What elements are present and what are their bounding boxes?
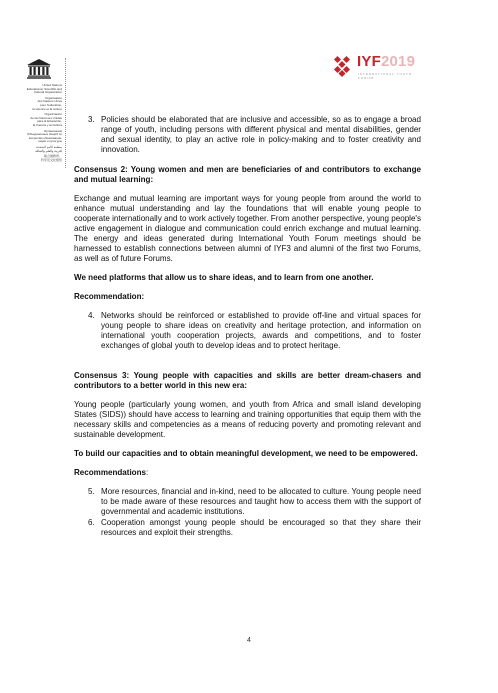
unesco-name-line: للتربية والعلم والثقافة <box>35 148 62 153</box>
item-text: Policies should be elaborated that are inclusive and accessible, so as to engage a broad range of youth, including persons with different physical and mental disabilities, gender and sexual identity, to play an active role in policy-making and to foster creativity and innovation. <box>101 115 421 154</box>
unesco-name-line: 科学及文化组织 <box>40 157 62 162</box>
unesco-name-line: منظمة الأمم المتحدة <box>36 144 62 149</box>
consensus-3-recommendations-label: Recommendations: <box>74 468 149 477</box>
document-body <box>74 115 421 538</box>
sidebar-divider <box>65 58 66 168</box>
consensus-2-body: Exchange and mutual learning are important ways for young people from around the world to enhance mutual understanding and lay the foundations that will enable young people to cooperate internationally and to work actively together. From another perspective, young people's active engagement in dialogue and communication could enrich exchange and mutual learning. The energy and ideas generated during International Youth Forum meetings should be harnessed to establish connections between alumni of IYF3 and alumni of the first two Forums, as well as of future Forums. <box>74 194 421 263</box>
item-text: Cooperation amongst young people should be encouraged so that they share their resources and exploit their strengths. <box>101 518 421 537</box>
item-number: 3. <box>88 115 95 124</box>
recommendation-item-3 <box>88 115 421 155</box>
recommendation-item-4 <box>88 311 421 351</box>
page-number: 4 <box>247 637 251 644</box>
iyf-emblem-icon <box>333 55 355 79</box>
unesco-name-line: la science et la culture <box>32 106 62 111</box>
iyf-wordmark: IYF2019 <box>357 53 416 70</box>
unesco-name-line: de las Naciones Unidas <box>30 115 62 120</box>
unesco-name-line: United Nations <box>42 83 62 87</box>
consensus-2-heading: Consensus 2: Young women and men are beneficiaries of and contributors to exchange and mutual learning: <box>74 165 421 184</box>
unesco-name-line: Organisation <box>44 95 62 100</box>
recommendation-item-5 <box>88 487 421 517</box>
unesco-name-line: Cultural Organization <box>33 90 62 95</box>
unesco-name-line: Organización <box>44 112 62 117</box>
consensus-2-recommendation-label: Recommendation: <box>74 292 145 301</box>
iyf-2019-logo <box>333 52 453 86</box>
unesco-name-line: 联合国教育、 <box>43 154 62 159</box>
recommendation-item-6 <box>88 518 421 538</box>
unesco-name-line: Организация <box>43 128 62 133</box>
unesco-name-line: des Nations Unies <box>37 99 62 104</box>
unesco-name-line: Объединенных Наций по <box>26 132 62 137</box>
unesco-name-line: Educational, Scientific and <box>26 86 62 91</box>
unesco-name-line: para la Educación, <box>37 119 62 124</box>
unesco-name-lines <box>14 84 66 162</box>
consensus-3-body: Young people (particularly young women, and youth from Africa and small island developing States (SIDS)) should have access to learning and training opportunities that equip them with the necessary skills and competencies as a means of reducing poverty and promoting relevant and sustainable development. <box>74 400 421 439</box>
unesco-temple-logo <box>26 58 52 80</box>
unesco-logo-block <box>14 58 66 162</box>
unesco-name-line: вопросам образования, <box>29 135 62 140</box>
item-number: 6. <box>88 518 95 527</box>
consensus-3-need: To build our capacities and to obtain meaningful development, we need to be empowered. <box>74 449 418 458</box>
unesco-name-line: la Ciencia y la Cultura <box>32 122 62 127</box>
iyf-subtitle: INTERNATIONAL YOUTH FORUM <box>358 72 412 80</box>
item-number: 5. <box>88 487 95 496</box>
unesco-name-line: pour l'éducation, <box>40 102 62 107</box>
item-text: Networks should be reinforced or established to provide off-line and virtual spaces for young people to share ideas on creativity and heritage protection, and information on international youth cooperation projects, awards and competitions, and to foster exchanges of global youth to develop ideas and to protect heritage. <box>101 311 421 350</box>
unesco-name-line: науки и культуры <box>38 139 62 144</box>
item-text: More resources, financial and in-kind, need to be allocated to culture. Young people need to be made aware of these resources and taught how to access them with the support of governmental and academic institutions. <box>101 487 421 516</box>
consensus-3-heading: Consensus 3: Young people with capacities and skills are better dream-chasers and contributors to a better world in this new era: <box>74 371 421 390</box>
consensus-2-need: We need platforms that allow us to share ideas, and to learn from one another. <box>74 273 374 282</box>
item-number: 4. <box>88 311 95 320</box>
